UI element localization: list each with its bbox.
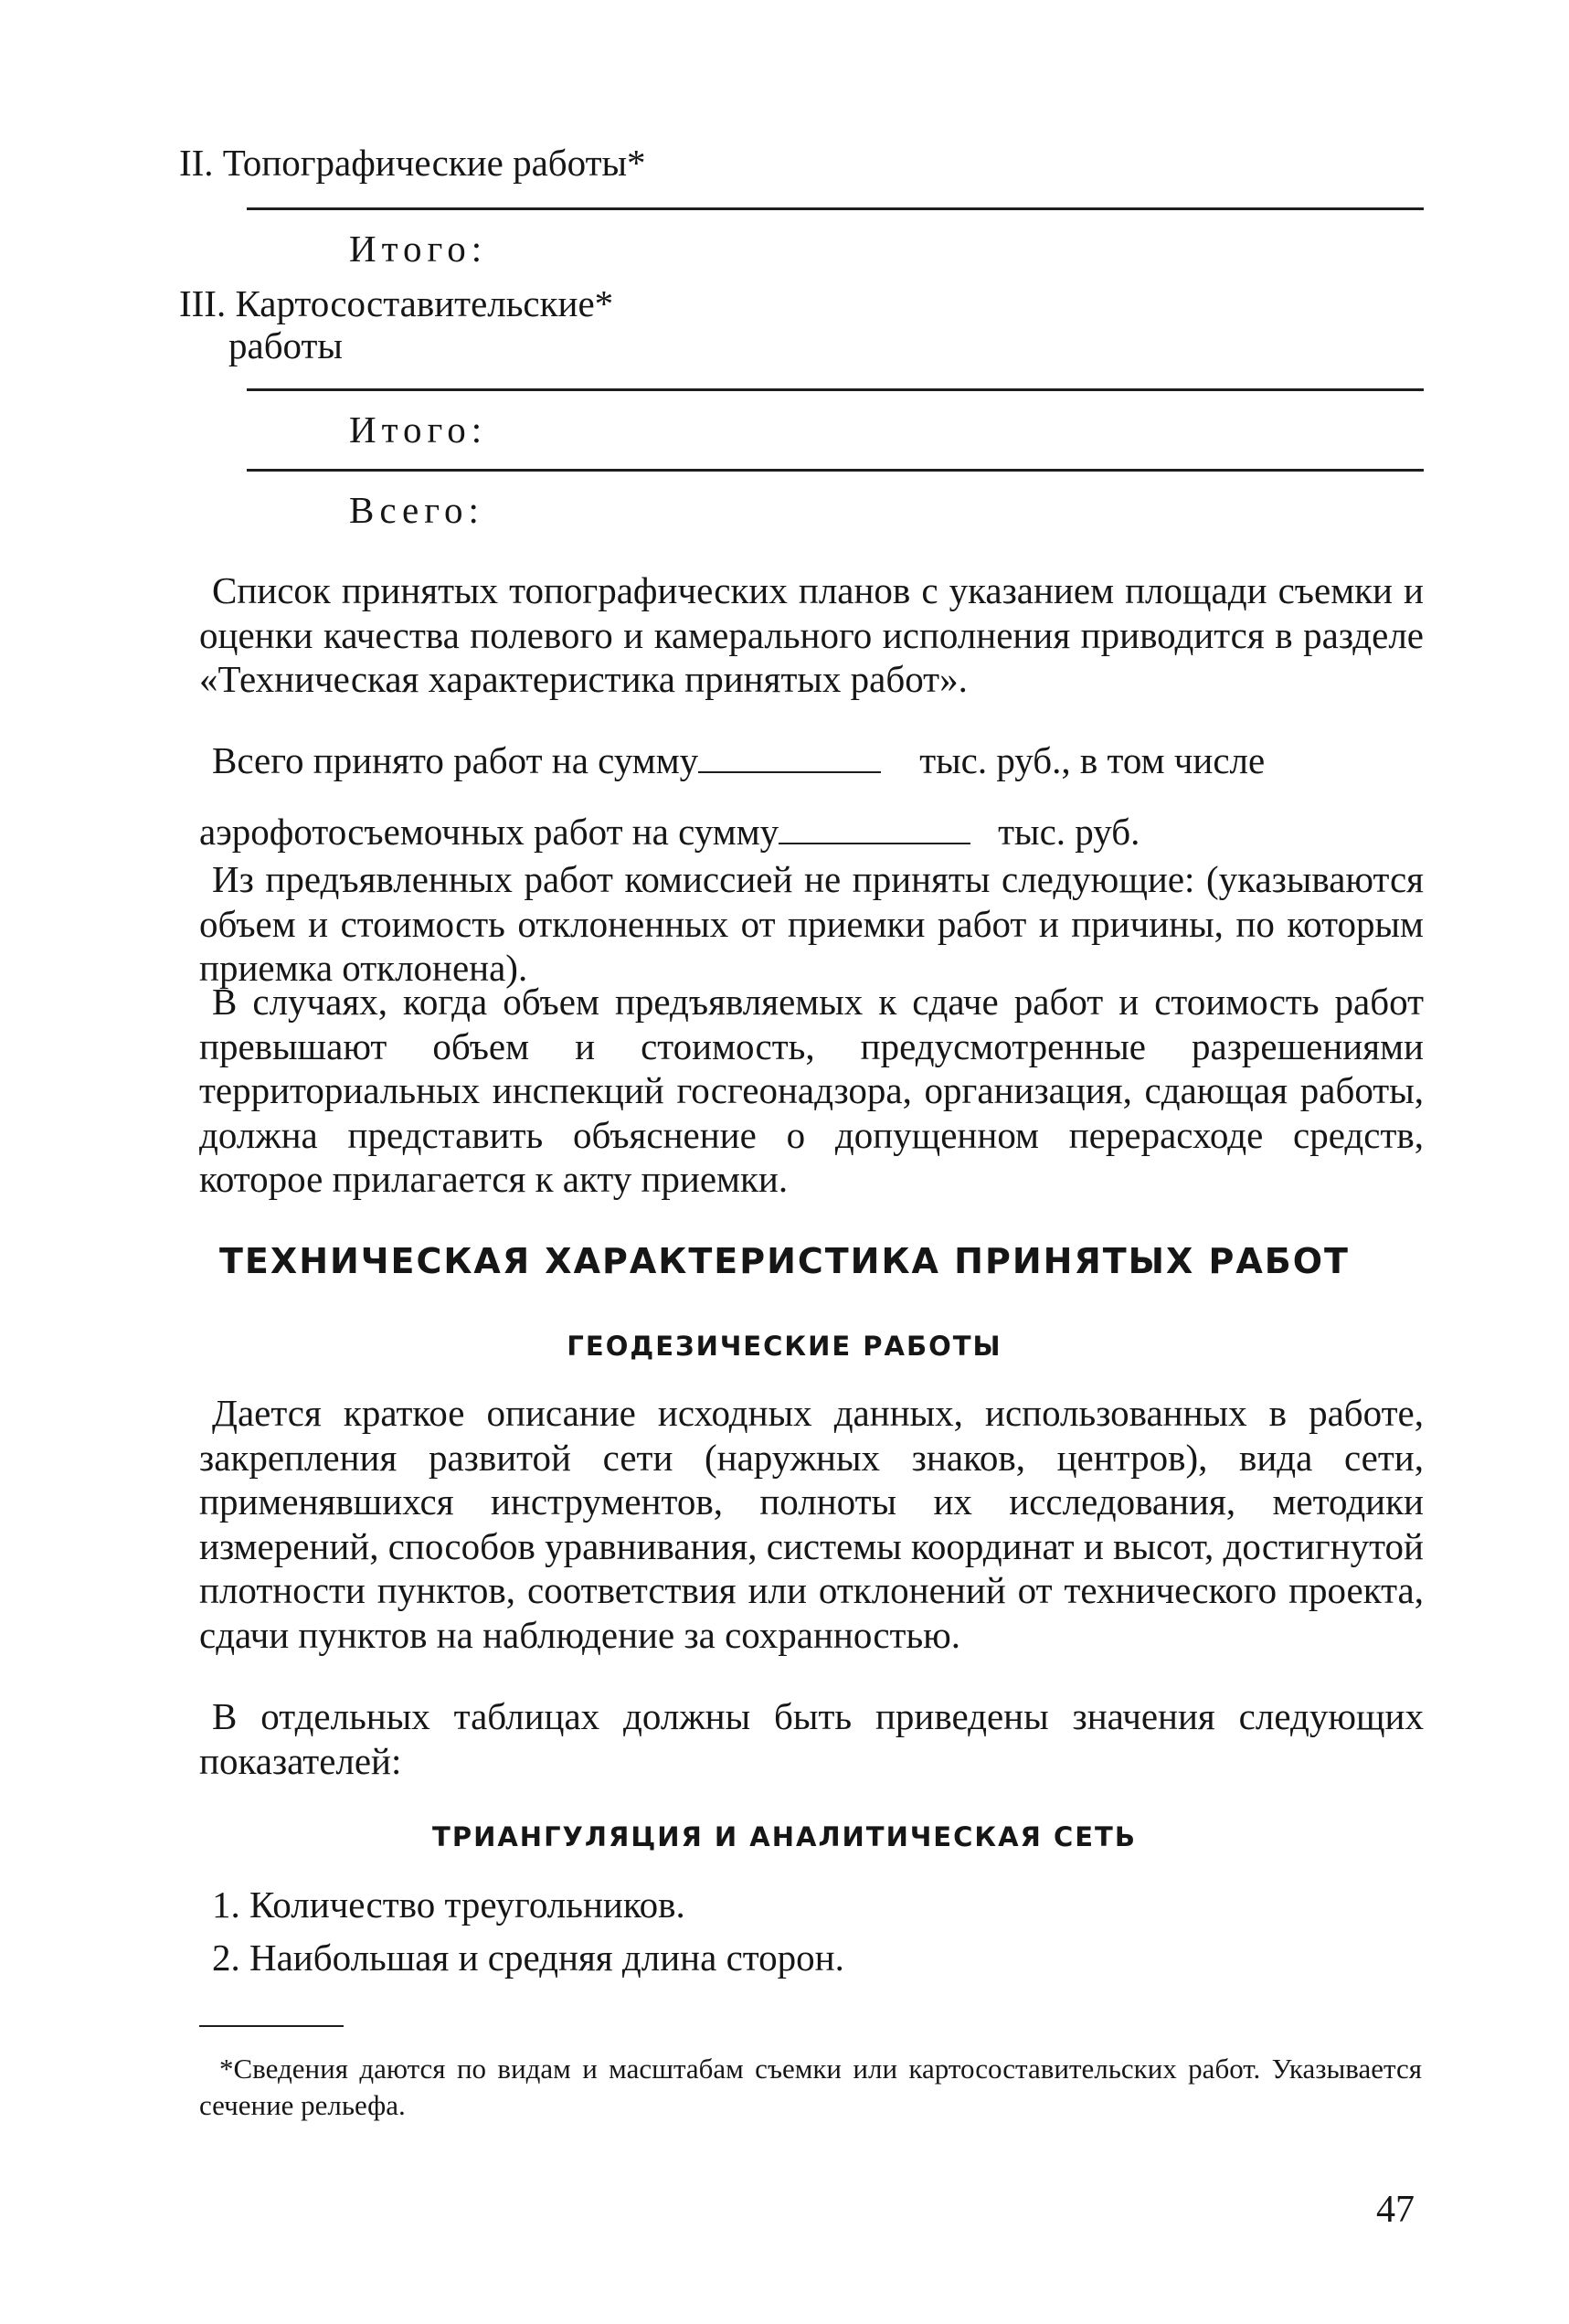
sum-total-unit: тыс. руб., в том числе xyxy=(919,739,1266,781)
paragraph-tables-intro: В отдельных таблицах должны быть приведены значения следующих показателей: xyxy=(199,1695,1424,1782)
blank-field xyxy=(779,815,970,844)
rule-line xyxy=(247,469,1424,472)
aerial-sum-line xyxy=(199,808,1140,855)
paragraph-plans-list: Список принятых топографических планов с указанием площади съемки и оценки качества полевого и камерального исполнения приводится в разделе «Техническая характеристика принятых работ». xyxy=(199,569,1424,701)
subtotal-label: Итого: xyxy=(349,228,488,270)
subtotal-label: Итого: xyxy=(349,409,488,451)
sum-total-text: Всего принято работ на сумму xyxy=(212,739,699,781)
section-two-label: II. Топографические работы* xyxy=(179,142,646,184)
paragraph-geodetic-description: Дается краткое описание исходных данных, использованных в работе, закрепления развитой сети (наружных знаков, центров), вида сети, применявшихся инструментов, полноты их исследования, методики измерений, способов уравнивания, системы координат и высот, достигнутой плотности пунктов, соответствия или отклонений от технического проекта, сдачи пунктов на наблюдение за сохранностью. xyxy=(199,1392,1424,1656)
paragraph-rejected: Из предъявленных работ комиссией не приняты следующие: (указываются объем и стоимость отклоненных от приемки работ и причины, по которым приемка отклонена). xyxy=(199,858,1424,990)
footnote: *Сведения даются по видам и масштабам съемки или картосоставительских работ. Указывается сечение рельефа. xyxy=(199,2053,1422,2121)
rule-line xyxy=(247,388,1424,391)
heading-triangulation: ТРИАНГУЛЯЦИЯ И АНАЛИТИЧЕСКАЯ СЕТЬ xyxy=(432,1821,1137,1852)
blank-field xyxy=(698,744,881,773)
section-three-label-cont: работы xyxy=(228,324,343,366)
heading-technical-characteristics: ТЕХНИЧЕСКАЯ ХАРАКТЕРИСТИКА ПРИНЯТЫХ РАБОТ xyxy=(219,1241,1350,1281)
aerial-sum-text: аэрофотосъемочных работ на сумму xyxy=(199,811,779,853)
list-item: 2. Наибольшая и средняя длина сторон. xyxy=(212,1937,844,1979)
aerial-sum-unit: тыс. руб. xyxy=(998,811,1140,853)
heading-geodetic-works: ГЕОДЕЗИЧЕСКИЕ РАБОТЫ xyxy=(567,1331,1002,1362)
page-number: 47 xyxy=(1376,2189,1415,2231)
grand-total-label: Всего: xyxy=(349,489,484,531)
footnote-rule xyxy=(199,2025,344,2027)
list-item: 1. Количество треугольников. xyxy=(212,1884,685,1926)
paragraph-overrun: В случаях, когда объем предъявляемых к сдаче работ и стоимость работ превышают объем и стоимость, предусмотренные разрешениями территориальных инспекций госгеонадзора, организация, сдающая работы, должна представить объяснение о допущенном перерасходе средств, которое прилагается к акту приемки. xyxy=(199,981,1424,1201)
rule-line xyxy=(247,207,1424,210)
sum-total-line xyxy=(212,737,1265,784)
section-three-label: III. Картосоставительские* xyxy=(179,282,614,324)
